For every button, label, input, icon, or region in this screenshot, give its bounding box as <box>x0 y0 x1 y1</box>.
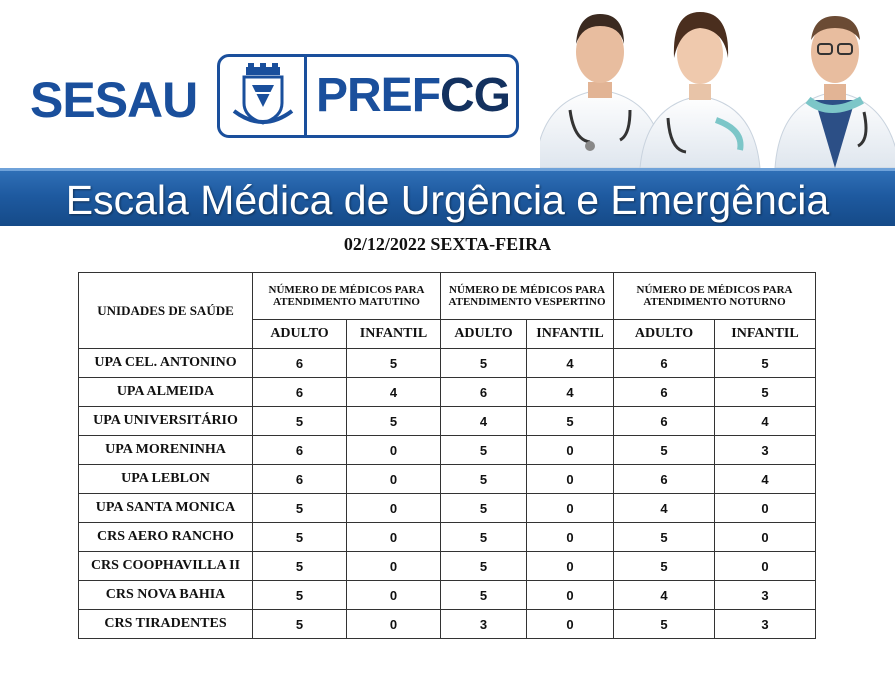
doctor-count-cell: 0 <box>347 610 441 639</box>
doctor-count-cell: 0 <box>715 523 816 552</box>
doctor-count-cell: 5 <box>441 465 527 494</box>
doctor-count-cell: 5 <box>441 552 527 581</box>
doctor-count-cell: 5 <box>253 407 347 436</box>
unit-name-cell: UPA SANTA MONICA <box>79 494 253 523</box>
period-header-afternoon: NÚMERO DE MÉDICOS PARA ATENDIMENTO VESPERTINO <box>441 273 614 320</box>
doctor-count-cell: 3 <box>715 581 816 610</box>
doctor-count-cell: 0 <box>715 494 816 523</box>
doctor-count-cell: 0 <box>527 552 614 581</box>
unit-name-cell: CRS AERO RANCHO <box>79 523 253 552</box>
table-row <box>79 349 816 378</box>
doctor-count-cell: 0 <box>347 552 441 581</box>
doctor-count-cell: 0 <box>527 523 614 552</box>
doctor-count-cell: 4 <box>527 349 614 378</box>
logo-divider <box>304 57 307 135</box>
doctor-count-cell: 5 <box>253 494 347 523</box>
subheader-adult: ADULTO <box>253 320 347 349</box>
table-row <box>79 378 816 407</box>
doctor-count-cell: 0 <box>527 465 614 494</box>
subheader-child: INFANTIL <box>715 320 816 349</box>
doctor-count-cell: 3 <box>441 610 527 639</box>
unit-column-header: UNIDADES DE SAÚDE <box>79 273 253 349</box>
doctor-count-cell: 0 <box>347 436 441 465</box>
table-row <box>79 552 816 581</box>
table-header-row <box>79 273 816 320</box>
doctor-count-cell: 5 <box>441 349 527 378</box>
doctor-count-cell: 4 <box>527 378 614 407</box>
unit-name-cell: UPA MORENINHA <box>79 436 253 465</box>
doctor-count-cell: 3 <box>715 436 816 465</box>
city-coat-of-arms-icon <box>230 63 296 131</box>
doctor-count-cell: 5 <box>347 349 441 378</box>
subheader-child: INFANTIL <box>347 320 441 349</box>
table-row <box>79 407 816 436</box>
unit-name-cell: CRS NOVA BAHIA <box>79 581 253 610</box>
doctor-count-cell: 5 <box>253 610 347 639</box>
doctor-count-cell: 5 <box>253 523 347 552</box>
doctor-count-cell: 5 <box>253 581 347 610</box>
doctor-count-cell: 5 <box>441 494 527 523</box>
doctor-count-cell: 5 <box>347 407 441 436</box>
unit-name-cell: UPA LEBLON <box>79 465 253 494</box>
prefcg-logo <box>217 54 519 138</box>
doctor-count-cell: 0 <box>347 494 441 523</box>
doctor-count-cell: 0 <box>527 436 614 465</box>
sesau-logo-text: SESAU <box>30 72 198 128</box>
doctor-count-cell: 5 <box>614 436 715 465</box>
doctor-count-cell: 6 <box>614 465 715 494</box>
unit-name-cell: UPA UNIVERSITÁRIO <box>79 407 253 436</box>
schedule-date: 02/12/2022 SEXTA-FEIRA <box>343 234 552 254</box>
doctor-count-cell: 6 <box>614 378 715 407</box>
doctor-count-cell: 4 <box>715 407 816 436</box>
doctor-count-cell: 0 <box>527 494 614 523</box>
banner-title: Escala Médica de Urgência e Emergência <box>65 177 830 223</box>
doctor-count-cell: 3 <box>715 610 816 639</box>
schedule-table <box>78 272 816 639</box>
period-header-morning: NÚMERO DE MÉDICOS PARA ATENDIMENTO MATUTINO <box>253 273 441 320</box>
doctor-count-cell: 6 <box>253 349 347 378</box>
table-row <box>79 523 816 552</box>
doctor-count-cell: 0 <box>347 465 441 494</box>
doctor-count-cell: 6 <box>253 436 347 465</box>
doctor-count-cell: 0 <box>715 552 816 581</box>
prefcg-suffix: CG <box>440 69 511 122</box>
doctor-count-cell: 5 <box>614 523 715 552</box>
doctor-count-cell: 5 <box>614 610 715 639</box>
doctor-count-cell: 5 <box>715 349 816 378</box>
doctor-count-cell: 5 <box>253 552 347 581</box>
subheader-adult: ADULTO <box>441 320 527 349</box>
table-row <box>79 436 816 465</box>
unit-name-cell: CRS TIRADENTES <box>79 610 253 639</box>
doctor-count-cell: 0 <box>347 581 441 610</box>
table-row <box>79 581 816 610</box>
period-header-night: NÚMERO DE MÉDICOS PARA ATENDIMENTO NOTURNO <box>614 273 816 320</box>
doctor-count-cell: 5 <box>441 523 527 552</box>
doctor-count-cell: 0 <box>527 581 614 610</box>
doctor-count-cell: 5 <box>715 378 816 407</box>
page-header <box>0 0 895 168</box>
table-row <box>79 465 816 494</box>
table-row <box>79 494 816 523</box>
doctor-count-cell: 6 <box>441 378 527 407</box>
doctor-count-cell: 5 <box>441 581 527 610</box>
doctor-count-cell: 6 <box>614 349 715 378</box>
unit-name-cell: CRS COOPHAVILLA II <box>79 552 253 581</box>
doctor-count-cell: 5 <box>441 436 527 465</box>
doctors-photo-illustration <box>540 0 895 168</box>
doctor-count-cell: 4 <box>614 494 715 523</box>
doctor-count-cell: 0 <box>527 610 614 639</box>
doctor-count-cell: 6 <box>614 407 715 436</box>
table-body <box>79 349 816 639</box>
unit-name-cell: UPA ALMEIDA <box>79 378 253 407</box>
doctor-count-cell: 0 <box>347 523 441 552</box>
doctor-count-cell: 4 <box>347 378 441 407</box>
doctor-count-cell: 5 <box>614 552 715 581</box>
doctor-count-cell: 4 <box>715 465 816 494</box>
doctor-count-cell: 6 <box>253 465 347 494</box>
prefcg-logo-text <box>316 67 510 125</box>
doctor-count-cell: 5 <box>527 407 614 436</box>
doctor-count-cell: 4 <box>614 581 715 610</box>
title-banner <box>0 168 895 226</box>
subheader-adult: ADULTO <box>614 320 715 349</box>
doctor-count-cell: 6 <box>253 378 347 407</box>
unit-name-cell: UPA CEL. ANTONINO <box>79 349 253 378</box>
doctor-count-cell: 4 <box>441 407 527 436</box>
subheader-child: INFANTIL <box>527 320 614 349</box>
table-row <box>79 610 816 639</box>
prefcg-prefix: PREF <box>316 69 441 122</box>
